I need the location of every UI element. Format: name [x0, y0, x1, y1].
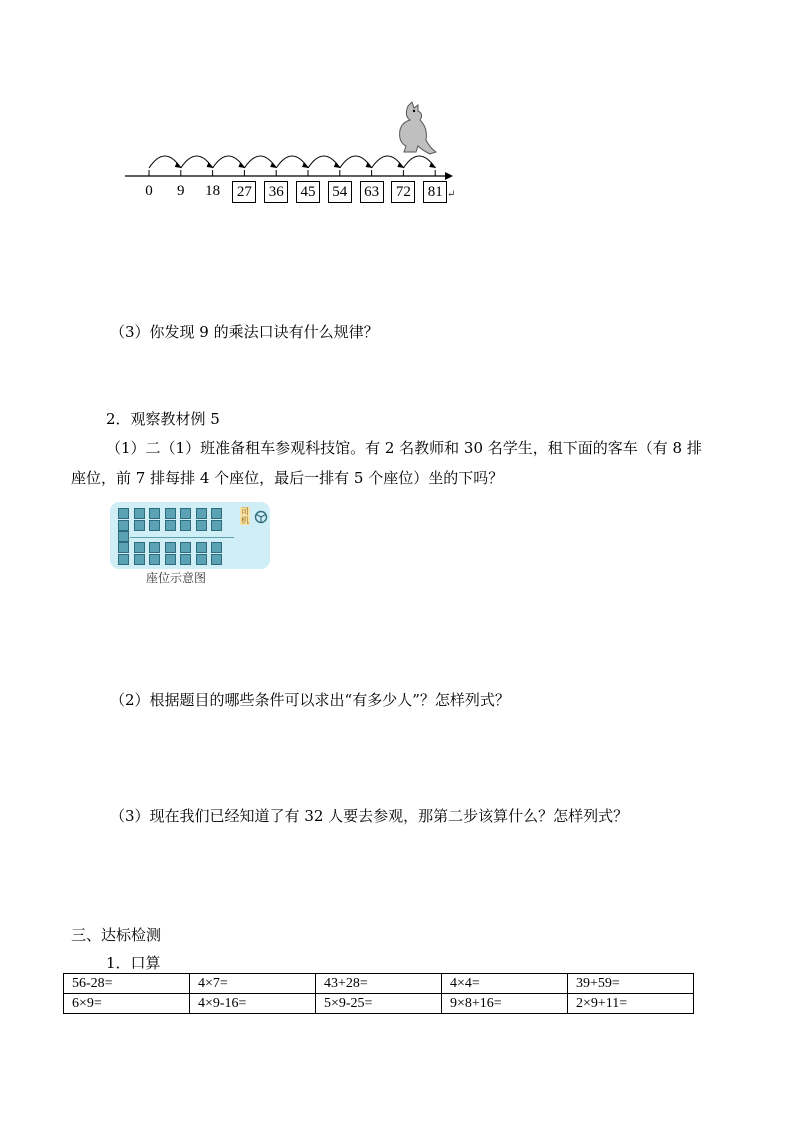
- seat: [180, 554, 191, 565]
- boxed-number: 45: [296, 181, 320, 203]
- boxed-number: 36: [264, 181, 288, 203]
- kangaroo-icon: [400, 102, 436, 154]
- boxed-number: 63: [360, 181, 384, 203]
- question-2-1-line2: 座位，前 7 排每排 4 个座位，最后一排有 5 个座位）坐的下吗？: [71, 469, 504, 487]
- boxed-number: 72: [391, 181, 415, 203]
- table-row: [64, 974, 694, 994]
- question-2-1-line1: （1）二（1）班准备租车参观科技馆。有 2 名教师和 30 名学生，租下面的客车（有 8 排: [106, 439, 702, 457]
- seat: [180, 520, 191, 531]
- seat: [165, 508, 176, 519]
- table-cell: 4×9-16=: [190, 994, 316, 1014]
- table-cell: 43+28=: [316, 974, 442, 994]
- seat: [118, 508, 129, 519]
- question-2-2: （2）根据题目的哪些条件可以求出“有多少人”？怎样列式？: [110, 691, 510, 709]
- seat: [196, 542, 207, 553]
- table-cell: 4×7=: [190, 974, 316, 994]
- table-cell: 56-28=: [64, 974, 190, 994]
- seat: [211, 554, 222, 565]
- return-mark: ↵: [447, 189, 456, 200]
- section-2-heading: 2．观察教材例 5: [106, 410, 220, 428]
- seat: [149, 554, 160, 565]
- diagram-caption: 座位示意图: [146, 571, 207, 585]
- seat: [165, 520, 176, 531]
- seat: [149, 542, 160, 553]
- seat: [149, 508, 160, 519]
- seat: [134, 554, 145, 565]
- jump-arrowhead: [175, 162, 182, 168]
- table-cell: 2×9+11=: [568, 994, 694, 1014]
- jump-arrowhead: [429, 162, 436, 168]
- seat: [118, 531, 129, 542]
- seat: [196, 508, 207, 519]
- seat: [118, 554, 129, 565]
- driver-label: 司机: [241, 507, 249, 525]
- jump-arrowhead: [397, 162, 404, 168]
- question-2-3: （3）现在我们已经知道了有 32 人要去参观，那第二步该算什么？怎样列式？: [110, 807, 629, 825]
- table-cell: 4×4=: [442, 974, 568, 994]
- seat-diagram: [110, 502, 270, 569]
- section-3-heading: 三、达标检测: [71, 926, 162, 944]
- seat: [165, 542, 176, 553]
- aisle-line: [130, 537, 234, 538]
- number-line: [120, 100, 470, 180]
- oral-calc-table: [63, 973, 694, 1014]
- number-label: 0: [145, 183, 153, 199]
- seat: [118, 520, 129, 531]
- question-1-3: （3）你发现 9 的乘法口诀有什么规律？: [110, 323, 379, 341]
- table-row: [64, 994, 694, 1014]
- seat: [134, 542, 145, 553]
- oral-calc-heading: 1．口算: [106, 954, 161, 972]
- jump-arrowhead: [366, 162, 373, 168]
- seat: [118, 542, 129, 553]
- seat: [134, 520, 145, 531]
- seat: [196, 520, 207, 531]
- boxed-number: 27: [232, 181, 256, 203]
- seat: [134, 508, 145, 519]
- seat: [180, 508, 191, 519]
- boxed-number: 54: [328, 181, 352, 203]
- boxed-number: 81: [423, 181, 447, 203]
- jump-arrowhead: [238, 162, 245, 168]
- seat: [196, 554, 207, 565]
- jump-arrowhead: [302, 162, 309, 168]
- jump-arrowhead: [334, 162, 341, 168]
- steering-wheel-icon: [254, 510, 268, 524]
- table-cell: 9×8+16=: [442, 994, 568, 1014]
- seat: [165, 554, 176, 565]
- seat: [180, 542, 191, 553]
- table-cell: 5×9-25=: [316, 994, 442, 1014]
- seat: [211, 542, 222, 553]
- table-cell: 39+59=: [568, 974, 694, 994]
- number-label: 9: [177, 183, 185, 199]
- jump-arrowhead: [207, 162, 214, 168]
- jump-arrowhead: [270, 162, 277, 168]
- seat: [211, 508, 222, 519]
- number-label: 18: [205, 183, 221, 199]
- table-cell: 6×9=: [64, 994, 190, 1014]
- seat: [211, 520, 222, 531]
- seat: [149, 520, 160, 531]
